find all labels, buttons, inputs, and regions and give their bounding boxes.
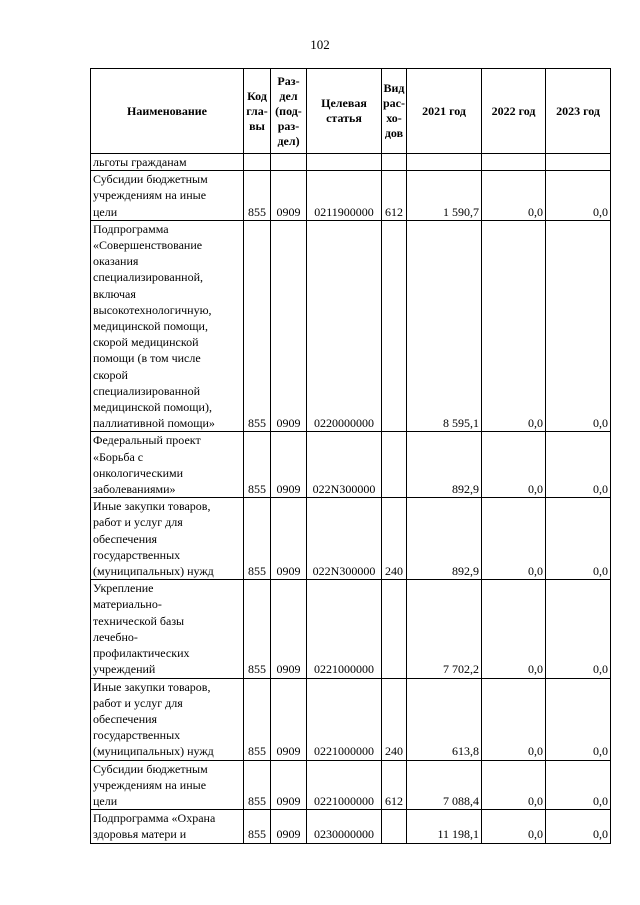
cell-kod-glavy: 855 (244, 760, 271, 810)
cell-kod-glavy: 855 (244, 678, 271, 760)
header-name: Наименование (91, 69, 244, 154)
cell-celevaya-statya: 0221000000 (307, 580, 382, 678)
cell-vid-rashodov (382, 810, 407, 843)
cell-name: Иные закупки товаров, работ и услуг для обеспечения государственных (муниципальных) нужд (91, 678, 244, 760)
header-celevaya-statya: Целевая статья (307, 69, 382, 154)
cell-2023: 0,0 (546, 580, 611, 678)
cell-razdel: 0909 (271, 678, 307, 760)
cell-celevaya-statya: 022N300000 (307, 432, 382, 498)
header-2021: 2021 год (407, 69, 482, 154)
cell-name: Субсидии бюджетным учреждениям на иные цели (91, 171, 244, 221)
cell-2021: 1 590,7 (407, 171, 482, 221)
cell-vid-rashodov (382, 220, 407, 432)
cell-celevaya-statya: 0230000000 (307, 810, 382, 843)
cell-vid-rashodov (382, 432, 407, 498)
cell-name: Федеральный проект «Борьба с онкологическими заболеваниями» (91, 432, 244, 498)
table-row (91, 498, 611, 580)
cell-2023: 0,0 (546, 220, 611, 432)
table-row (91, 678, 611, 760)
cell-vid-rashodov: 612 (382, 171, 407, 221)
cell-vid-rashodov: 240 (382, 498, 407, 580)
cell-celevaya-statya: 022N300000 (307, 498, 382, 580)
cell-vid-rashodov: 612 (382, 760, 407, 810)
cell-razdel: 0909 (271, 498, 307, 580)
cell-razdel: 0909 (271, 432, 307, 498)
cell-kod-glavy (244, 154, 271, 171)
table-row (91, 580, 611, 678)
table-row (91, 810, 611, 843)
cell-2021: 7 088,4 (407, 760, 482, 810)
cell-name: Субсидии бюджетным учреждениям на иные цели (91, 760, 244, 810)
cell-2021: 7 702,2 (407, 580, 482, 678)
cell-2022: 0,0 (482, 810, 546, 843)
page-number: 102 (310, 37, 330, 52)
table-row (91, 154, 611, 171)
header-vid-rashodov: Вид рас- хо- дов (382, 69, 407, 154)
cell-kod-glavy: 855 (244, 498, 271, 580)
table-row (91, 220, 611, 432)
cell-2021: 892,9 (407, 432, 482, 498)
cell-name: Иные закупки товаров, работ и услуг для обеспечения государственных (муниципальных) нужд (91, 498, 244, 580)
cell-vid-rashodov (382, 580, 407, 678)
cell-2023: 0,0 (546, 498, 611, 580)
cell-celevaya-statya: 0211900000 (307, 171, 382, 221)
cell-2023 (546, 154, 611, 171)
cell-2021: 892,9 (407, 498, 482, 580)
cell-kod-glavy: 855 (244, 432, 271, 498)
cell-2022: 0,0 (482, 432, 546, 498)
header-kod-glavy: Код гла- вы (244, 69, 271, 154)
table-header-row (91, 69, 611, 154)
cell-2022: 0,0 (482, 171, 546, 221)
cell-2023: 0,0 (546, 678, 611, 760)
cell-name: льготы гражданам (91, 154, 244, 171)
cell-kod-glavy: 855 (244, 171, 271, 221)
cell-2023: 0,0 (546, 810, 611, 843)
table-row (91, 171, 611, 221)
cell-2023: 0,0 (546, 760, 611, 810)
cell-razdel: 0909 (271, 171, 307, 221)
header-razdel: Раз- дел (под- раз- дел) (271, 69, 307, 154)
cell-razdel (271, 154, 307, 171)
cell-2023: 0,0 (546, 171, 611, 221)
cell-2021: 8 595,1 (407, 220, 482, 432)
cell-2021: 11 198,1 (407, 810, 482, 843)
cell-razdel: 0909 (271, 580, 307, 678)
header-2022: 2022 год (482, 69, 546, 154)
cell-2022 (482, 154, 546, 171)
cell-2022: 0,0 (482, 498, 546, 580)
cell-2022: 0,0 (482, 678, 546, 760)
cell-name: Укрепление материально- технической базы лечебно- профилактических учреждений (91, 580, 244, 678)
cell-name: Подпрограмма «Охрана здоровья матери и (91, 810, 244, 843)
budget-table (90, 68, 611, 844)
table-row (91, 760, 611, 810)
cell-vid-rashodov (382, 154, 407, 171)
cell-2021: 613,8 (407, 678, 482, 760)
cell-name: Подпрограмма «Совершенствование оказания специализированной, включая высокотехнологичную, медицинской помощи, скорой медицинской помощи (в том числе скорой специализированной медицинской помощи), паллиативной помощи» (91, 220, 244, 432)
cell-kod-glavy: 855 (244, 220, 271, 432)
cell-kod-glavy: 855 (244, 580, 271, 678)
cell-2022: 0,0 (482, 220, 546, 432)
cell-celevaya-statya: 0220000000 (307, 220, 382, 432)
header-2023: 2023 год (546, 69, 611, 154)
cell-2023: 0,0 (546, 432, 611, 498)
cell-razdel: 0909 (271, 760, 307, 810)
cell-vid-rashodov: 240 (382, 678, 407, 760)
cell-2022: 0,0 (482, 760, 546, 810)
cell-celevaya-statya (307, 154, 382, 171)
cell-celevaya-statya: 0221000000 (307, 760, 382, 810)
cell-kod-glavy: 855 (244, 810, 271, 843)
cell-2022: 0,0 (482, 580, 546, 678)
cell-razdel: 0909 (271, 810, 307, 843)
table-row (91, 432, 611, 498)
cell-celevaya-statya: 0221000000 (307, 678, 382, 760)
cell-2021 (407, 154, 482, 171)
cell-razdel: 0909 (271, 220, 307, 432)
